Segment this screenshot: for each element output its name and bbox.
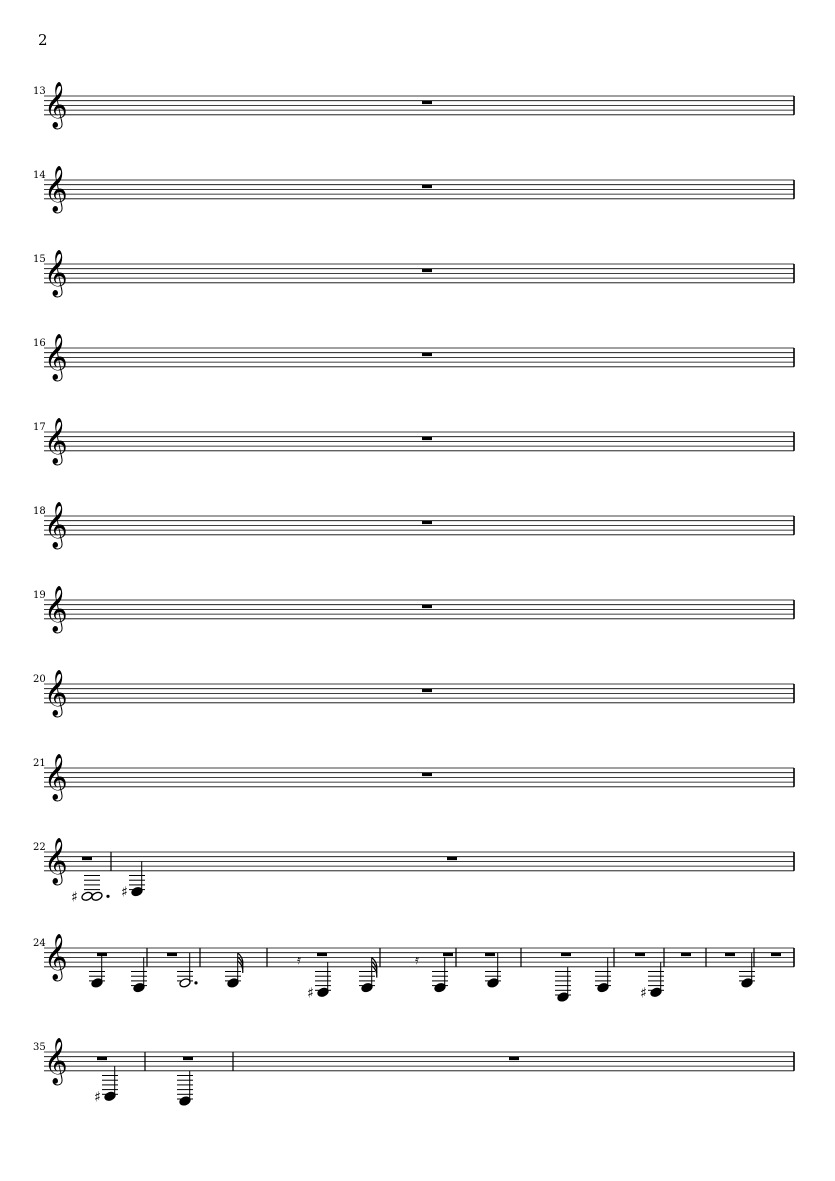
whole-rest-icon — [422, 605, 432, 608]
measure-number: 16 — [33, 338, 46, 349]
sharp-icon: ♯ — [71, 889, 78, 906]
whole-rest-icon — [485, 953, 495, 956]
whole-rest-icon — [422, 185, 432, 188]
measure-number: 15 — [33, 254, 46, 265]
staff-system-14 — [33, 166, 794, 214]
whole-rest-icon — [561, 953, 571, 956]
augmentation-dot — [106, 895, 109, 898]
treble-clef-icon: 𝄞 — [44, 502, 68, 548]
note-head — [81, 891, 93, 902]
whole-rest-icon — [443, 953, 453, 956]
staff-system-35 — [33, 1038, 794, 1106]
whole-rest-icon — [635, 953, 645, 956]
treble-clef-icon: 𝄞 — [44, 838, 68, 884]
measure-number: 18 — [33, 506, 46, 517]
augmentation-dot — [194, 981, 197, 984]
note-head — [91, 891, 103, 902]
staff-system-15 — [33, 250, 794, 298]
staff-system-18 — [33, 502, 794, 550]
sixteenth-rest-icon: 𝄿 — [415, 953, 419, 968]
treble-clef-icon: 𝄞 — [44, 670, 68, 716]
whole-rest-icon — [422, 353, 432, 356]
whole-rest-icon — [422, 689, 432, 692]
sharp-icon: ♯ — [640, 985, 647, 1002]
whole-rest-icon — [422, 773, 432, 776]
whole-rest-icon — [681, 953, 691, 956]
measure-number: 35 — [33, 1042, 46, 1053]
measure-number: 24 — [33, 938, 46, 949]
whole-rest-icon — [509, 1057, 519, 1060]
whole-rest-icon — [422, 101, 432, 104]
whole-rest-icon — [422, 269, 432, 272]
staff-system-21 — [33, 754, 794, 802]
whole-rest-icon — [422, 437, 432, 440]
whole-rest-icon — [167, 953, 177, 956]
sharp-icon: ♯ — [121, 884, 128, 901]
whole-rest-icon — [317, 953, 327, 956]
staff-system-24 — [33, 934, 794, 1002]
measure-number: 13 — [33, 86, 46, 97]
staff-system-22 — [33, 838, 794, 905]
treble-clef-icon: 𝄞 — [44, 82, 68, 128]
treble-clef-icon: 𝄞 — [44, 166, 68, 212]
measure-number: 21 — [33, 758, 46, 769]
sharp-icon: ♯ — [94, 1089, 101, 1106]
whole-rest-icon — [97, 1057, 107, 1060]
measure-number: 14 — [33, 170, 46, 181]
measure-number: 17 — [33, 422, 46, 433]
staff-system-13 — [33, 82, 794, 130]
treble-clef-icon: 𝄞 — [44, 418, 68, 464]
treble-clef-icon: 𝄞 — [44, 250, 68, 296]
sixteenth-rest-icon: 𝄿 — [297, 953, 301, 968]
measure-number: 20 — [33, 674, 46, 685]
whole-rest-icon — [82, 857, 92, 860]
measure-number: 22 — [33, 842, 46, 853]
staff-system-19 — [33, 586, 794, 634]
whole-rest-icon — [422, 521, 432, 524]
sharp-icon: ♯ — [307, 985, 314, 1002]
measure-number: 19 — [33, 590, 46, 601]
treble-clef-icon: 𝄞 — [44, 334, 68, 380]
staff-system-17 — [33, 418, 794, 466]
treble-clef-icon: 𝄞 — [44, 586, 68, 632]
whole-rest-icon — [725, 953, 735, 956]
treble-clef-icon: 𝄞 — [44, 934, 68, 980]
page-number: 2 — [38, 31, 48, 49]
whole-rest-icon — [447, 857, 457, 860]
staff-system-20 — [33, 670, 794, 718]
whole-rest-icon — [771, 953, 781, 956]
treble-clef-icon: 𝄞 — [44, 1038, 68, 1084]
whole-rest-icon — [183, 1057, 193, 1060]
treble-clef-icon: 𝄞 — [44, 754, 68, 800]
staff-system-16 — [33, 334, 794, 382]
